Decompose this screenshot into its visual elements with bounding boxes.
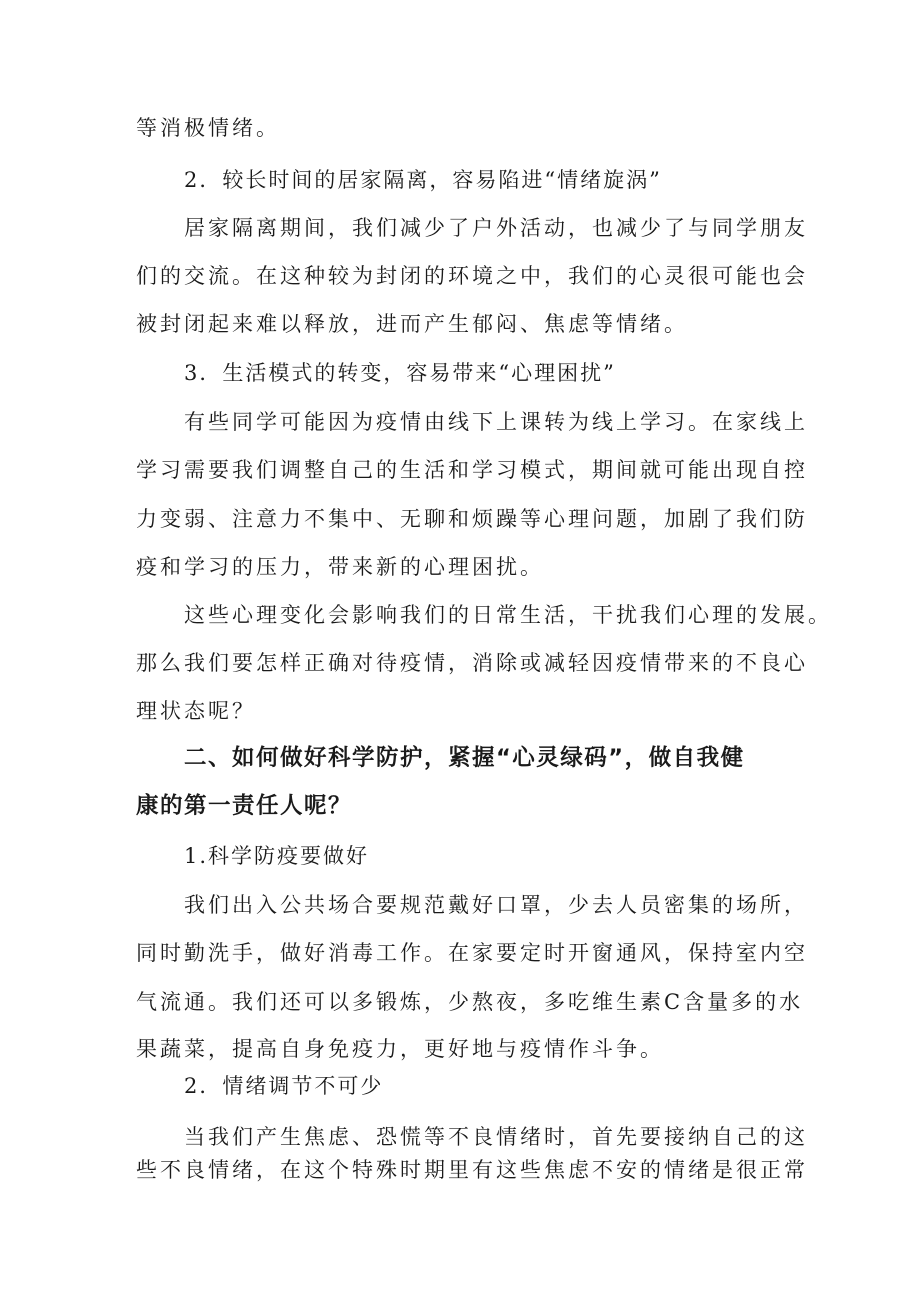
paragraph-line: 等消极情绪。 (136, 116, 280, 140)
subsection-title: 2．情绪调节不可少 (184, 1074, 384, 1098)
subsection-title: 2．较长时间的居家隔离，容易陷进“情绪旋涡” (184, 168, 662, 192)
paragraph-line: 同时勤洗手，做好消毒工作。在家要定时开窗通风，保持室内空 (136, 941, 808, 965)
paragraph-line: 们的交流。在这种较为封闭的环境之中，我们的心灵很可能也会 (136, 264, 808, 288)
paragraph-line: 当我们产生焦虑、恐慌等不良情绪时，首先要接纳自己的这 (184, 1125, 808, 1149)
paragraph-line: 有些同学可能因为疫情由线下上课转为线上学习。在家线上 (184, 410, 808, 434)
paragraph-line: 疫和学习的压力，带来新的心理困扰。 (136, 555, 544, 579)
paragraph-line: 被封闭起来难以释放，进而产生郁闷、焦虑等情绪。 (136, 312, 688, 336)
subsection-title: 3．生活模式的转变，容易带来“心理困扰” (184, 361, 616, 385)
paragraph-line: 果蔬菜，提高自身免疫力，更好地与疫情作斗争。 (136, 1037, 664, 1061)
section-heading-continued: 康的第一责任人呢？ (136, 793, 353, 819)
paragraph-line: 居家隔离期间，我们减少了户外活动，也减少了与同学朋友 (184, 216, 808, 240)
paragraph-line: 我们出入公共场合要规范戴好口罩，少去人员密集的场所， (184, 893, 808, 917)
paragraph-line: 这些心理变化会影响我们的日常生活，干扰我们心理的发展。 (184, 603, 832, 627)
paragraph-line: 些不良情绪，在这个特殊时期里有这些焦虑不安的情绪是很正常 (136, 1158, 808, 1182)
paragraph-line: 那么我们要怎样正确对待疫情，消除或减轻因疫情带来的不良心 (136, 651, 808, 675)
paragraph-line: 理状态呢？ (136, 699, 256, 723)
paragraph-line: 气流通。我们还可以多锻炼，少熬夜，多吃维生素C含量多的水 (136, 990, 804, 1014)
section-heading: 二、如何做好科学防护，紧握“心灵绿码”，做自我健 (184, 745, 745, 771)
paragraph-line: 学习需要我们调整自己的生活和学习模式，期间就可能出现自控 (136, 458, 808, 482)
subsection-title: 1.科学防疫要做好 (184, 844, 370, 868)
paragraph-line: 力变弱、注意力不集中、无聊和烦躁等心理问题，加剧了我们防 (136, 507, 808, 531)
